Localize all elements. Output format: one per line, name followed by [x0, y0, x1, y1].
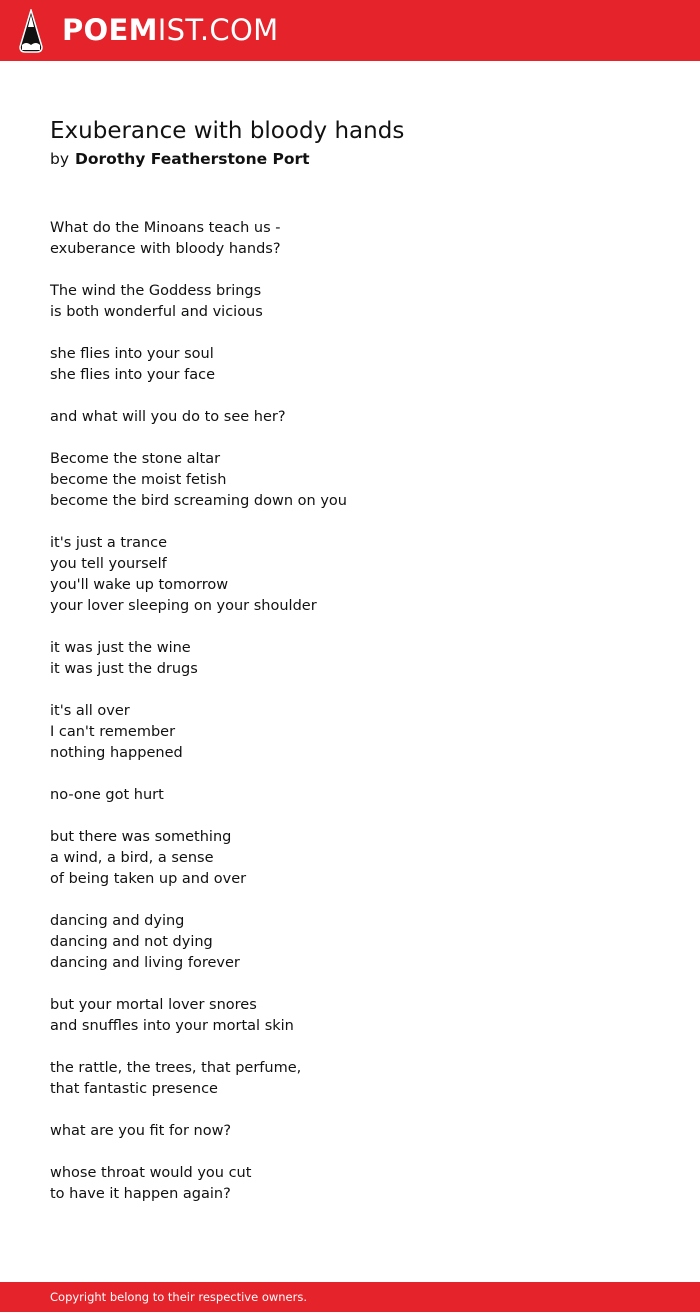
poem-line: it's all over [50, 703, 130, 719]
poem-line: and what will you do to see her? [50, 409, 286, 425]
poem-line: she flies into your soul [50, 346, 214, 362]
stanza [50, 1121, 650, 1142]
poem-line: it's just a trance [50, 535, 168, 551]
poem-line: become the bird screaming down on you [50, 493, 347, 509]
logo-text-light: IST.COM [157, 13, 279, 47]
poem-line: whose throat would you cut [50, 1165, 252, 1181]
poem-line: exuberance with bloody hands? [50, 241, 281, 257]
poem-line: Become the stone altar [50, 451, 221, 467]
poem-line: it was just the wine [50, 640, 191, 656]
poem-line: of being taken up and over [50, 871, 247, 887]
stanza [50, 344, 650, 386]
poem-line: dancing and not dying [50, 934, 213, 950]
poem-line: what are you fit for now? [50, 1123, 232, 1139]
stanza [50, 785, 650, 806]
poem-line: dancing and dying [50, 913, 185, 929]
poem-line: but there was something [50, 829, 232, 845]
author-name[interactable]: Dorothy Featherstone Port [75, 150, 310, 168]
stanza [50, 638, 650, 680]
by-label: by [50, 150, 70, 168]
stanza [50, 911, 650, 974]
poem-line: but your mortal lover snores [50, 997, 257, 1013]
poem-title: Exuberance with bloody hands [50, 118, 405, 144]
poem-line: nothing happened [50, 745, 183, 761]
site-logo[interactable] [62, 12, 278, 48]
stanza [50, 449, 650, 512]
poem-line: I can't remember [50, 724, 176, 740]
stanza [50, 533, 650, 617]
pencil-tip-icon[interactable] [18, 9, 44, 53]
poem-line: is both wonderful and vicious [50, 304, 263, 320]
poem-line: the rattle, the trees, that perfume, [50, 1060, 302, 1076]
logo-text-bold: POEM [62, 13, 158, 47]
poem-line: she flies into your face [50, 367, 216, 383]
site-footer [0, 1282, 700, 1312]
stanza [50, 701, 650, 764]
poem-line: and snuffles into your mortal skin [50, 1018, 294, 1034]
poem-line: become the moist fetish [50, 472, 227, 488]
byline [50, 148, 310, 170]
poem-line: to have it happen again? [50, 1186, 231, 1202]
poem-line: your lover sleeping on your shoulder [50, 598, 317, 614]
poem-line: a wind, a bird, a sense [50, 850, 214, 866]
stanza [50, 218, 650, 260]
stanza [50, 281, 650, 323]
poem-line: What do the Minoans teach us - [50, 220, 281, 236]
copyright-text: Copyright belong to their respective owners. [50, 1290, 308, 1304]
site-header [0, 0, 700, 61]
stanza [50, 1163, 650, 1205]
poem-line: that fantastic presence [50, 1081, 218, 1097]
stanza [50, 827, 650, 890]
poem-line: The wind the Goddess brings [50, 283, 262, 299]
poem-body [50, 218, 650, 1226]
stanza [50, 407, 650, 428]
stanza [50, 1058, 650, 1100]
poem-line: you'll wake up tomorrow [50, 577, 229, 593]
poem-line: no-one got hurt [50, 787, 164, 803]
poem-line: it was just the drugs [50, 661, 198, 677]
poem-line: you tell yourself [50, 556, 167, 572]
poem-line: dancing and living forever [50, 955, 240, 971]
stanza [50, 995, 650, 1037]
